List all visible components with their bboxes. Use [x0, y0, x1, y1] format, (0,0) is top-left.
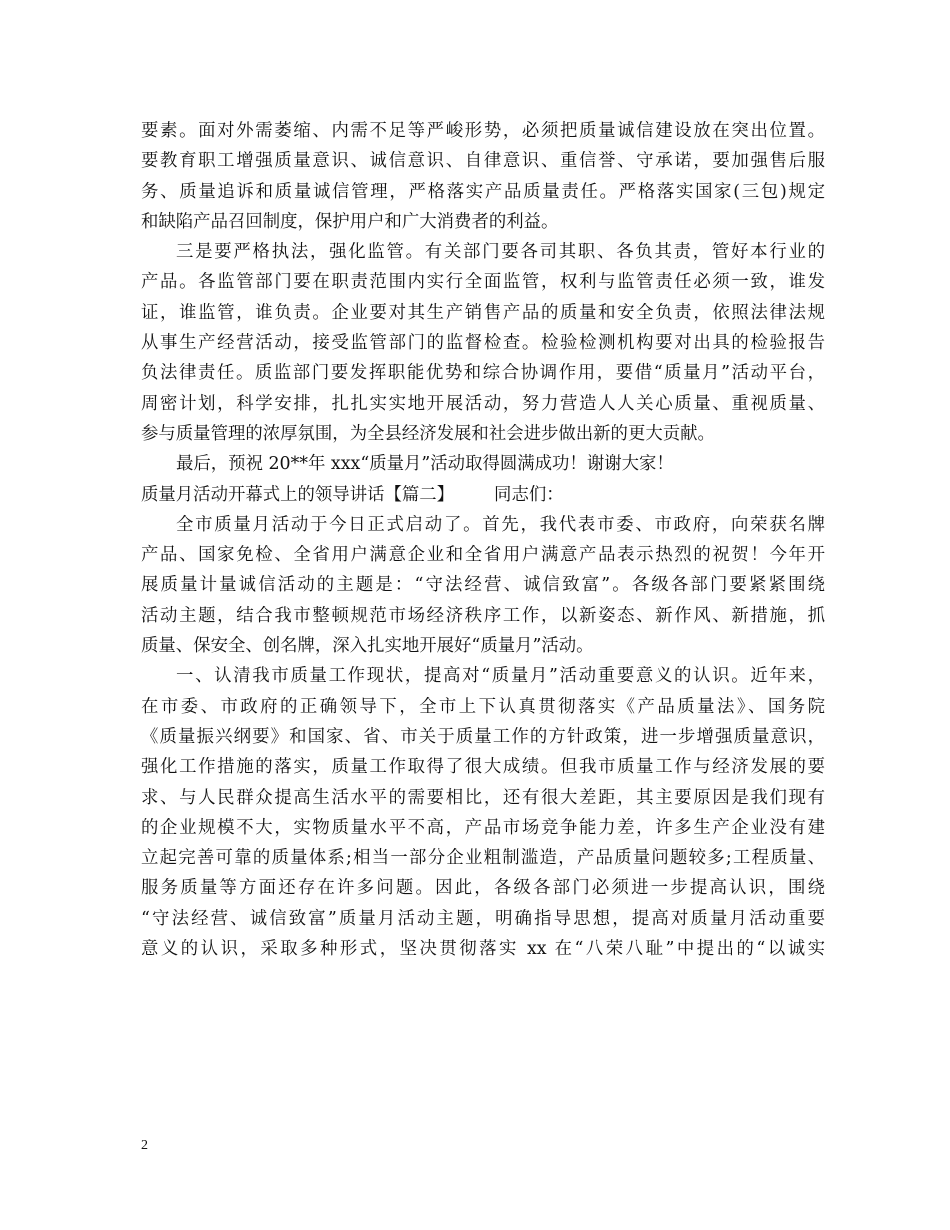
paragraph	[141, 237, 825, 449]
text-line: 要教育职工增强质量意识、诚信意识、自律意识、重信誉、守承诺，要加强售后服	[141, 151, 825, 172]
text-line: 务、质量追诉和质量诚信管理，严格落实产品质量责任。严格落实国家(三包)规定	[141, 181, 825, 202]
section-title: 质量月活动开幕式上的领导讲话【篇二】	[141, 484, 455, 505]
text-line: 证，谁监管，谁负责。企业要对其生产销售产品的质量和安全负责，依照法律法规	[141, 302, 825, 323]
text-line: 立起完善可靠的质量体系;相当一部分企业粗制滥造，产品质量问题较多;工程质量、	[141, 848, 825, 869]
text-line: 参与质量管理的浓厚氛围，为全县经济发展和社会进步做出新的更大贡献。	[141, 423, 715, 444]
paragraph	[141, 661, 825, 964]
text-line: 意义的认识，采取多种形式，坚决贯彻落实 xx 在“八荣八耻”中提出的“以诚实	[141, 939, 825, 960]
paragraph	[141, 449, 825, 479]
greeting: 同志们：	[494, 484, 564, 505]
text-line: 展质量计量诚信活动的主题是：“守法经营、诚信致富”。各级各部门要紧紧围绕	[141, 575, 825, 596]
text-line: 全市质量月活动于今日正式启动了。首先，我代表市委、市政府，向荣获名牌	[176, 514, 825, 535]
text-line: 一、认清我市质量工作现状，提高对“质量月”活动重要意义的认识。近年来，	[176, 666, 825, 687]
paragraph	[141, 116, 825, 237]
text-line: 服务质量等方面还存在许多问题。因此，各级各部门必须进一步提高认识，围绕	[141, 878, 825, 899]
text-line: 负法律责任。质监部门要发挥职能优势和综合协调作用，要借“质量月”活动平台，	[141, 363, 825, 384]
text-line: 从事生产经营活动，接受监管部门的监督检查。检验检测机构要对出具的检验报告	[141, 333, 825, 354]
document-body	[141, 116, 825, 964]
text-line: 的企业规模不大，实物质量水平不高，产品市场竞争能力差，许多生产企业没有建	[141, 817, 825, 838]
text-line: 产品。各监管部门要在职责范围内实行全面监管，权利与监管责任必须一致，谁发	[141, 272, 825, 293]
text-line: 《质量振兴纲要》和国家、省、市关于质量工作的方针政策，进一步增强质量意识，	[141, 726, 825, 747]
text-line: 三是要严格执法，强化监管。有关部门要各司其职、各负其责，管好本行业的	[176, 242, 825, 263]
section-heading	[141, 480, 825, 510]
text-line: 最后，预祝 20**年 xxx“质量月”活动取得圆满成功！谢谢大家！	[176, 454, 674, 475]
text-line: 求、与人民群众提高生活水平的需要相比，还有很大差距，其主要原因是我们现有	[141, 787, 825, 808]
text-line: “守法经营、诚信致富”质量月活动主题，明确指导思想，提高对质量月活动重要	[141, 908, 825, 929]
text-line: 产品、国家免检、全省用户满意企业和全省用户满意产品表示热烈的祝贺！今年开	[141, 545, 825, 566]
text-line: 周密计划，科学安排，扎扎实实地开展活动，努力营造人人关心质量、重视质量、	[141, 393, 825, 414]
page-number: 2	[141, 1138, 148, 1153]
text-line: 要素。面对外需萎缩、内需不足等严峻形势，必须把质量诚信建设放在突出位置。	[141, 121, 825, 141]
text-line: 在市委、市政府的正确领导下，全市上下认真贯彻落实《产品质量法》、国务院	[141, 696, 825, 717]
paragraph	[141, 510, 825, 661]
text-line: 活动主题，结合我市整顿规范市场经济秩序工作，以新姿态、新作风、新措施，抓	[141, 605, 825, 626]
text-line: 强化工作措施的落实，质量工作取得了很大成绩。但我市质量工作与经济发展的要	[141, 757, 825, 778]
text-line: 质量、保安全、创名牌，深入扎实地开展好“质量月”活动。	[141, 636, 594, 657]
text-line: 和缺陷产品召回制度，保护用户和广大消费者的利益。	[141, 211, 559, 232]
